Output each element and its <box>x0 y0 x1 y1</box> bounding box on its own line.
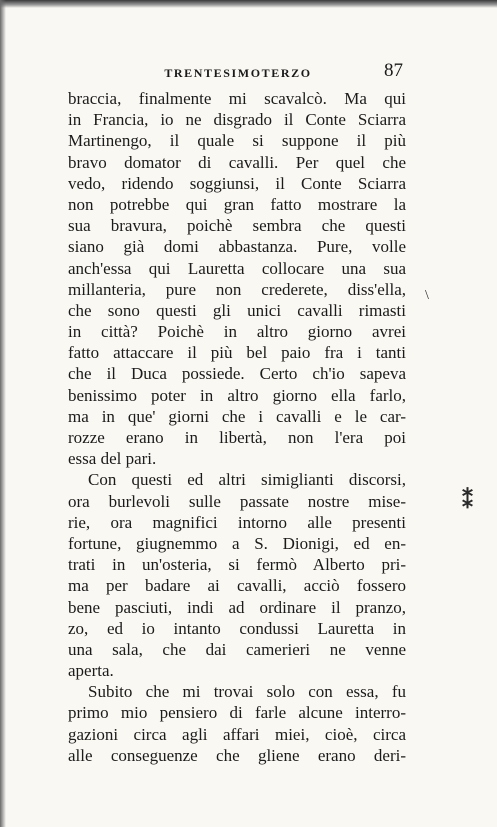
text-line: Martinengo, il quale si suppone il più <box>68 131 406 151</box>
text-line: non potrebbe qui gran fatto mostrare la <box>68 194 406 214</box>
text-line: ma per badare ai cavalli, acciò fossero <box>68 576 406 596</box>
text-line: millanteria, pure non crederete, diss'ella, <box>68 279 406 299</box>
text-line: gazioni circa agli affari miei, cioè, circa <box>68 724 406 744</box>
margin-blot: ⁑ <box>462 488 473 513</box>
text-line: rozze erano in libertà, non l'era poi <box>68 428 406 447</box>
text-line: zo, ed io intanto condussi Lauretta in <box>68 618 406 638</box>
text-line: vedo, ridendo soggiunsi, il Conte Sciarra <box>68 173 406 193</box>
text-line: trati in un'osteria, si fermò Alberto pri- <box>68 555 406 575</box>
text-line: braccia, finalmente mi scavalcò. Ma qui <box>68 89 406 108</box>
text-line: in Francia, io ne disgrado il Conte Sciarra <box>68 110 406 130</box>
text-line: sua bravura, poichè sembra che questi <box>68 216 406 236</box>
text-line: Subito che mi trovai solo con essa, fu <box>88 682 406 702</box>
text-line: una sala, che dai camerieri ne venne <box>68 639 406 659</box>
text-line: in città? Poichè in altro giorno avrei <box>68 322 406 342</box>
text-line: alle conseguenze che gliene erano deri- <box>68 745 406 765</box>
running-title: TRENTESIMOTERZO <box>164 66 312 80</box>
text-line: fortune, giugnemmo a S. Dionigi, ed en- <box>68 533 406 553</box>
text-line: ora burlevoli sulle passate nostre mise- <box>68 491 406 511</box>
text-line: aperta. <box>68 661 114 681</box>
text-line: anch'essa qui Lauretta collocare una sua <box>68 258 406 278</box>
text-line: benissimo poter in altro giorno ella farlo, <box>68 385 406 405</box>
page-top-shadow <box>0 0 497 8</box>
text-line: che il Duca possiede. Certo ch'io sapeva <box>68 364 406 384</box>
text-line: rie, ora magnifici intorno alle presenti <box>68 512 406 532</box>
text-line: essa del pari. <box>68 449 157 469</box>
text-line: fatto attaccare il più bel paio fra i tanti <box>68 343 406 363</box>
page-left-shadow <box>0 0 6 827</box>
text-line: che sono questi gli unici cavalli rimasti <box>68 300 406 320</box>
text-line: primo mio pensiero di farle alcune interro- <box>68 703 406 723</box>
text-line: Con questi ed altri simiglianti discorsi, <box>88 470 406 490</box>
page-number: 87 <box>384 60 403 81</box>
text-line: bravo domator di cavalli. Per quel che <box>68 152 406 172</box>
text-line: siano già domi abbastanza. Pure, volle <box>68 237 406 257</box>
margin-mark: \ <box>425 288 429 303</box>
text-line: ma in que' giorni che i cavalli e le car- <box>68 406 406 426</box>
body-text <box>68 88 406 766</box>
text-line: bene pasciuti, indi ad ordinare il pranzo, <box>68 597 406 617</box>
